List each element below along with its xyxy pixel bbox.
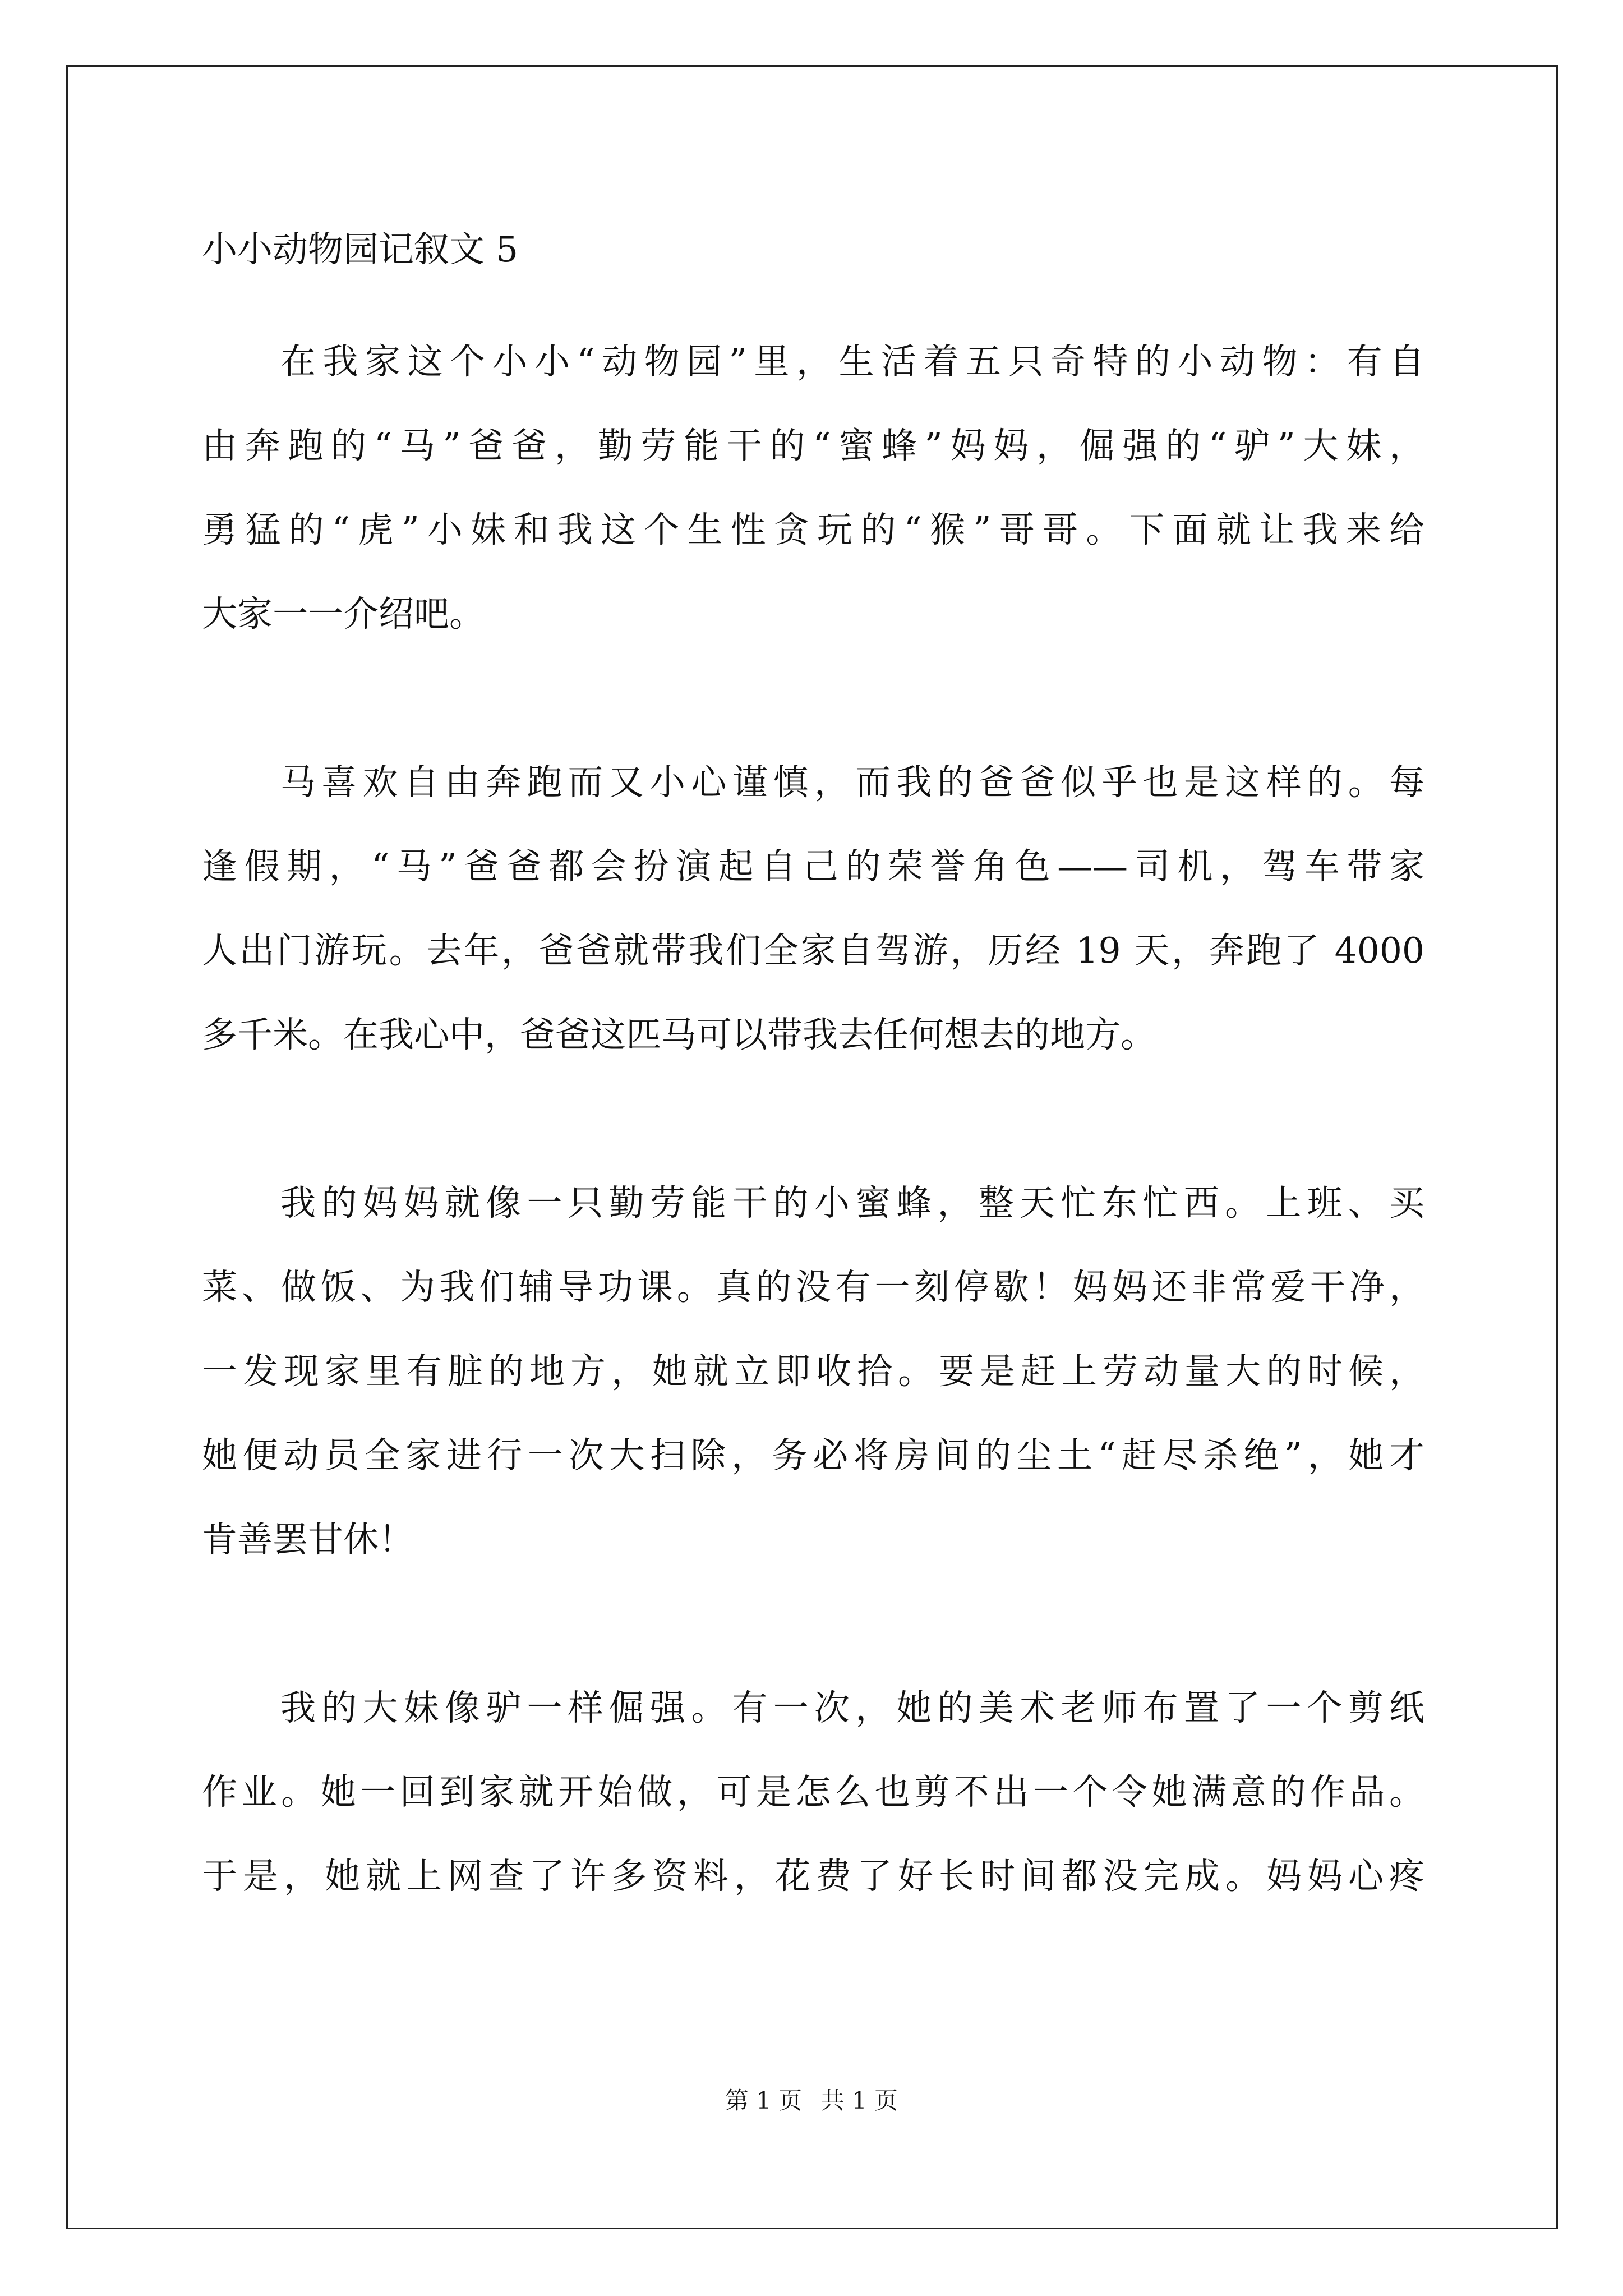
paragraph-3-line-5: 肯善罢甘休！ xyxy=(202,1519,414,1560)
paragraph-3-line-2: 菜、做饭、为我们辅导功课。真的没有一刻停歇！妈妈还非常爱干净， xyxy=(202,1267,1424,1308)
paragraph-2-line-1: 马喜欢自由奔跑而又小心谨慎，而我的爸爸似乎也是这样的。每 xyxy=(280,762,1424,803)
paragraph-4-line-1: 我的大妹像驴一样倔强。有一次，她的美术老师布置了一个剪纸 xyxy=(280,1687,1424,1728)
paragraph-4-line-2: 作业。她一回到家就开始做，可是怎么也剪不出一个令她满意的作品。 xyxy=(202,1772,1424,1812)
paragraph-1-line-3: 勇猛的“虎”小妹和我这个生性贪玩的“猴”哥哥。下面就让我来给 xyxy=(202,509,1424,550)
page-total: 共 1 页 xyxy=(820,2087,898,2114)
paragraph-1-line-2: 由奔跑的“马”爸爸，勤劳能干的“蜜蜂”妈妈，倔强的“驴”大妹， xyxy=(202,425,1424,466)
paragraph-2-line-3: 人出门游玩。去年，爸爸就带我们全家自驾游，历经 19 天，奔跑了 4000 xyxy=(202,930,1424,971)
paragraph-3-line-1: 我的妈妈就像一只勤劳能干的小蜜蜂，整天忙东忙西。上班、买 xyxy=(280,1182,1424,1223)
document-title: 小小动物园记叙文 5 xyxy=(202,229,519,270)
paragraph-2-line-4: 多千米。在我心中，爸爸这匹马可以带我去任何想去的地方。 xyxy=(202,1014,1156,1055)
paragraph-2-line-2: 逢假期，“马”爸爸都会扮演起自己的荣誉角色——司机，驾车带家 xyxy=(202,846,1424,887)
paragraph-3-line-4: 她便动员全家进行一次大扫除，务必将房间的尘土“赶尽杀绝”，她才 xyxy=(202,1435,1424,1476)
paragraph-1-line-4: 大家一一介绍吧。 xyxy=(202,593,485,634)
paragraph-4-line-3: 于是，她就上网查了许多资料，花费了好长时间都没完成。妈妈心疼 xyxy=(202,1856,1424,1897)
paragraph-1-line-1: 在我家这个小小“动物园”里，生活着五只奇特的小动物：有自 xyxy=(280,341,1424,382)
paragraph-3-line-3: 一发现家里有脏的地方，她就立即收拾。要是赶上劳动量大的时候， xyxy=(202,1351,1424,1392)
page-footer xyxy=(0,2084,1623,2118)
page-number: 第 1 页 xyxy=(725,2087,803,2114)
